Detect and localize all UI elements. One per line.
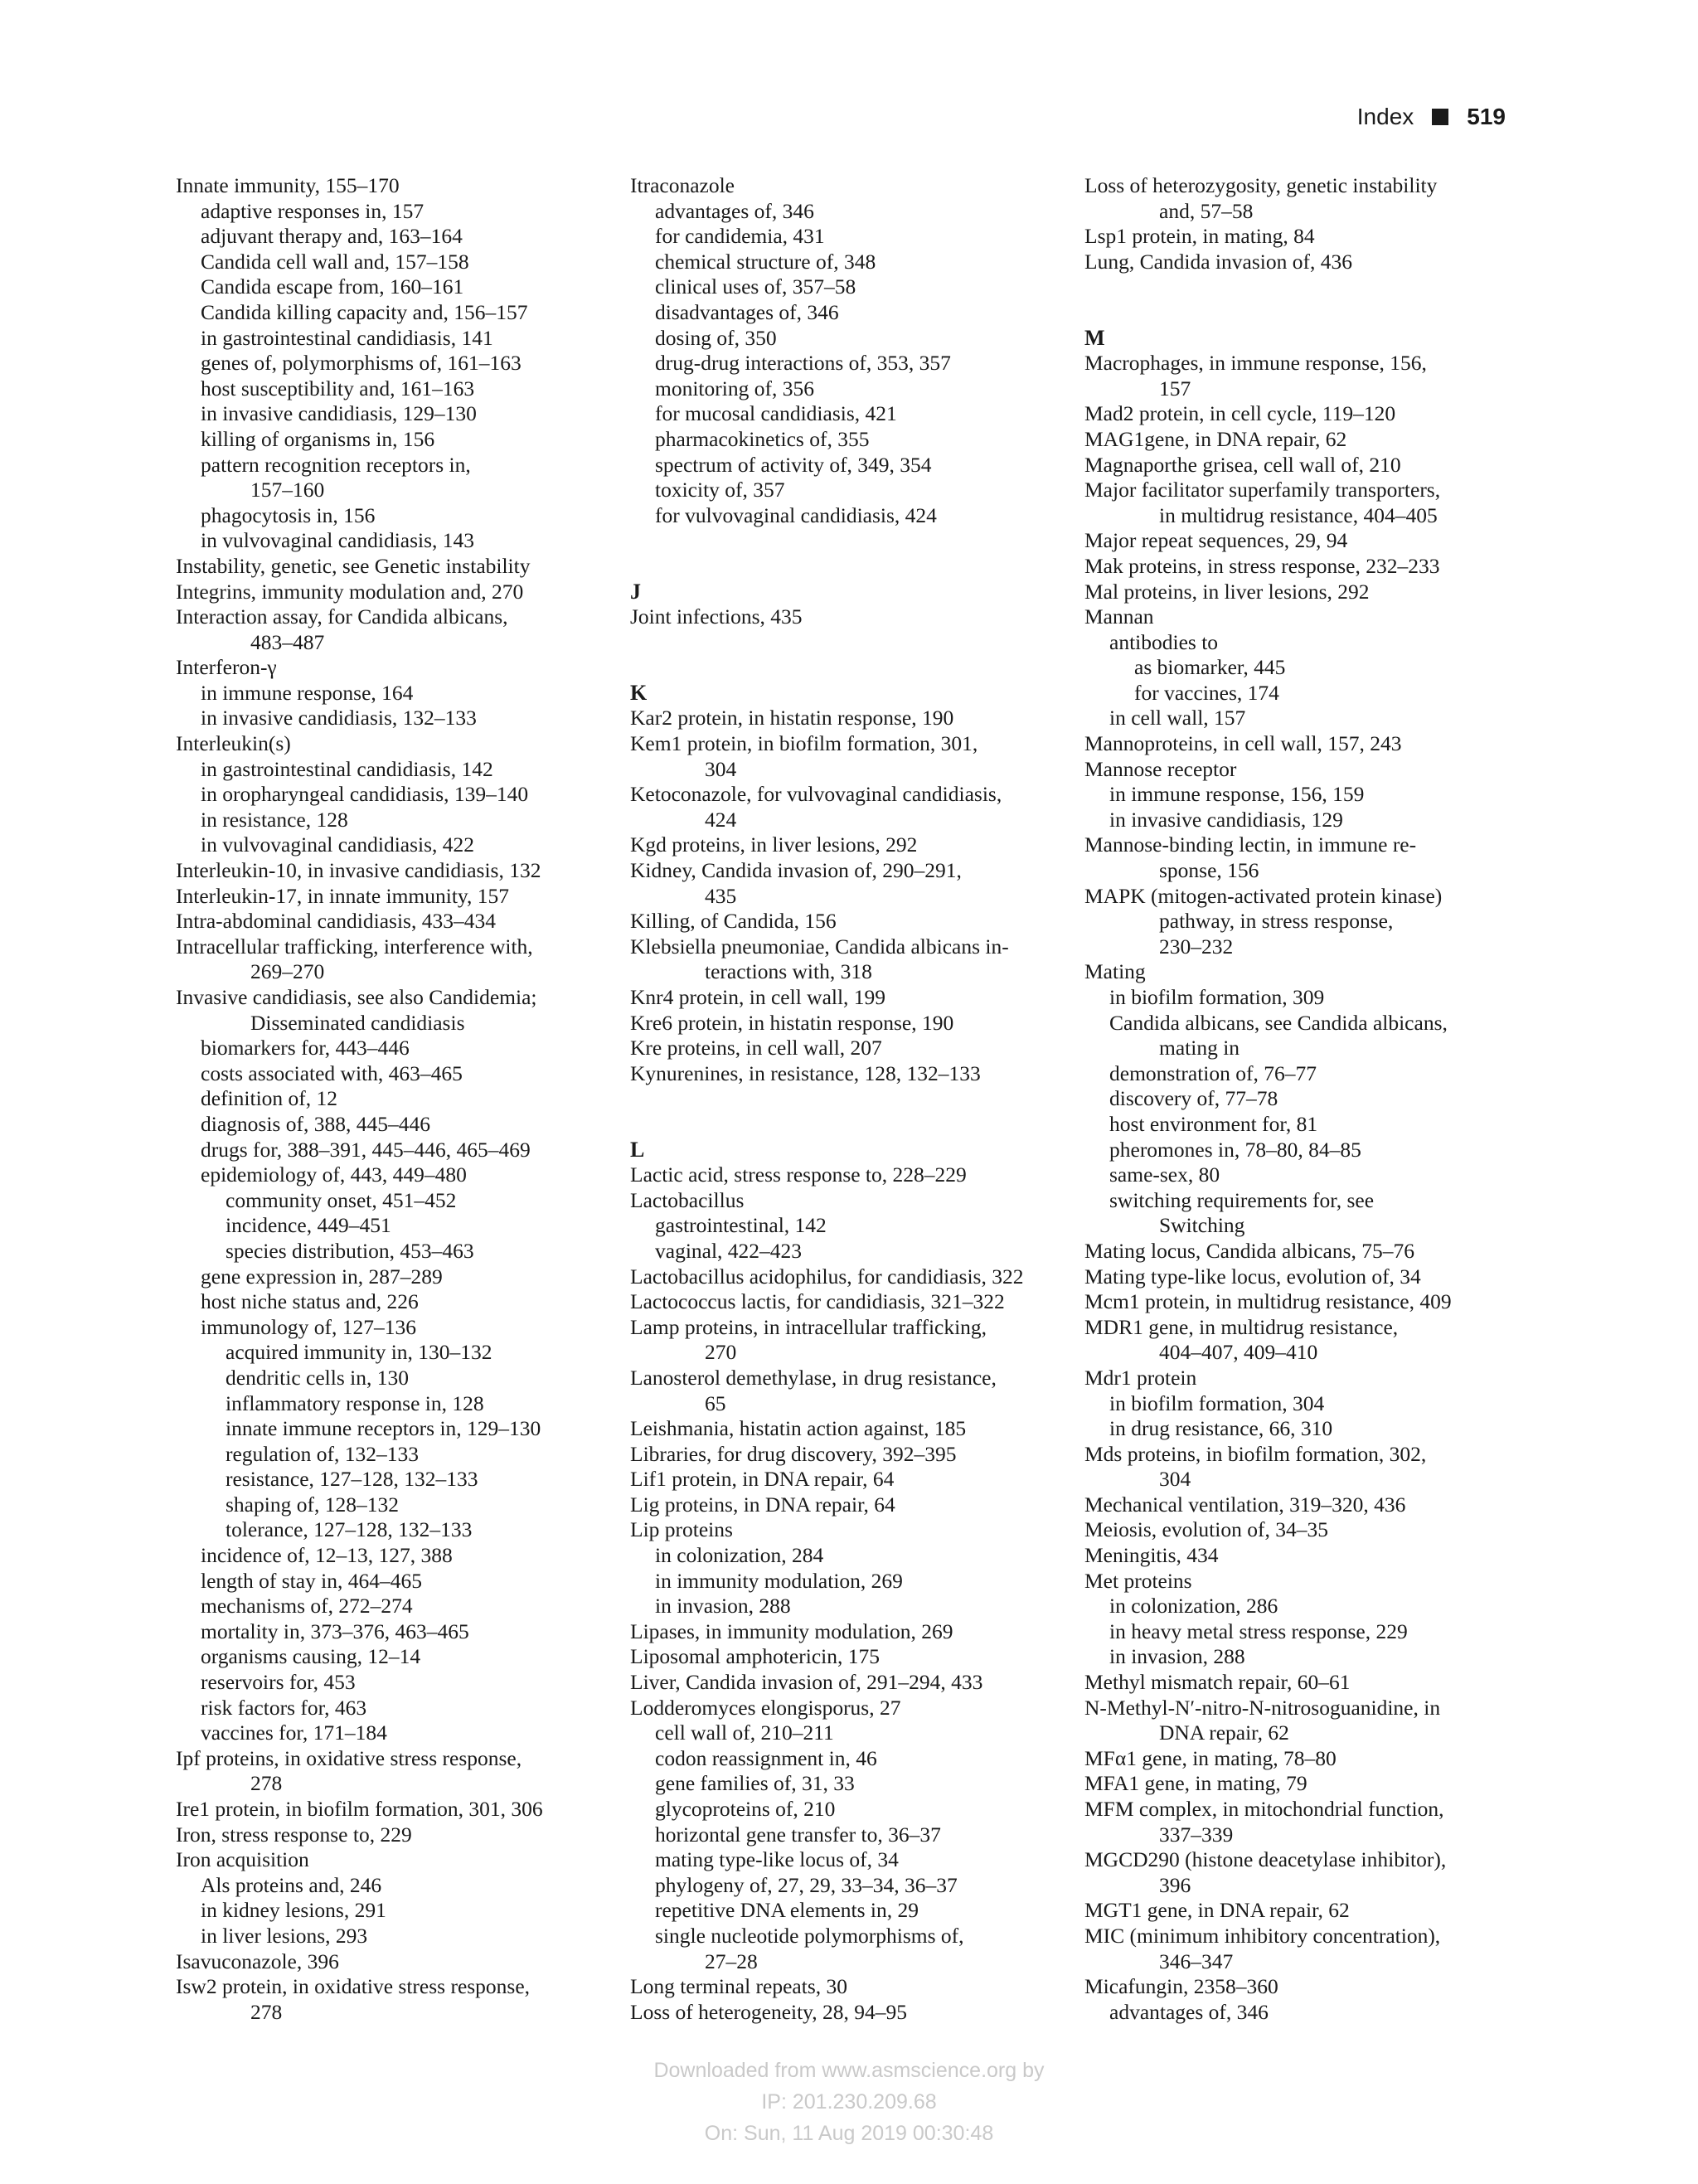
index-entry: Leishmania, histatin action against, 185 [630,1416,967,1441]
index-entry: shaping of, 128–132 [226,1492,399,1517]
index-entry: costs associated with, 463–465 [201,1060,463,1085]
index-letter-heading: K [630,680,648,705]
index-entry: Libraries, for drug discovery, 392–395 [630,1441,957,1466]
index-entry: Ketoconazole, for vulvovaginal candidiasis, [630,782,1002,807]
index-entry: Lactobacillus [630,1187,745,1212]
index-entry: Joint infections, 435 [630,604,803,629]
index-entry: cell wall of, 210–211 [655,1721,834,1745]
blank-line [630,554,1061,580]
index-entry: 337–339 [1159,1822,1234,1847]
index-entry: Interleukin(s) [176,731,291,756]
index-entry: in multidrug resistance, 404–405 [1159,502,1438,527]
index-entry: MIC (minimum inhibitory concentration), [1084,1923,1441,1948]
index-entry: adaptive responses in, 157 [201,198,424,223]
index-entry: antibodies to [1109,629,1219,654]
index-entry: MGT1 gene, in DNA repair, 62 [1084,1898,1350,1923]
index-entry: gene families of, 31, 33 [655,1771,855,1796]
index-entry: Micafungin, 2358–360 [1084,1974,1278,1999]
index-entry: for candidemia, 431 [655,224,825,249]
index-entry: Mannan [1084,604,1154,629]
index-entry: Intra-abdominal candidiasis, 433–434 [176,909,496,934]
index-entry: discovery of, 77–78 [1109,1086,1278,1111]
index-entry: Klebsiella pneumoniae, Candida albicans in- [630,934,1009,959]
index-entry: Mad2 protein, in cell cycle, 119–120 [1084,401,1396,426]
blank-line [630,655,1061,681]
index-entry: drug-drug interactions of, 353, 357 [655,351,951,376]
index-entry: reservoirs for, 453 [201,1670,356,1695]
index-entry: in oropharyngeal candidiasis, 139–140 [201,782,529,807]
index-entry: Mannose-binding lectin, in immune re- [1084,832,1417,857]
index-entry: same-sex, 80 [1109,1162,1220,1187]
index-entry: gene expression in, 287–289 [201,1264,443,1289]
index-entry: repetitive DNA elements in, 29 [655,1898,919,1923]
index-column-2 [630,173,1061,2025]
blank-line [1084,300,1516,326]
index-entry: Iron acquisition [176,1847,309,1872]
index-entry: for mucosal candidiasis, 421 [655,401,897,426]
index-entry: regulation of, 132–133 [226,1441,419,1466]
index-entry: risk factors for, 463 [201,1695,367,1720]
index-entry: 65 [705,1390,726,1415]
index-entry: Interaction assay, for Candida albicans, [176,604,508,629]
index-entry: Candida cell wall and, 157–158 [201,249,469,274]
index-entry: 483–487 [250,629,325,654]
index-entry: MFα1 gene, in mating, 78–80 [1084,1745,1337,1770]
index-entry: genes of, polymorphisms of, 161–163 [201,351,522,376]
index-entry: Macrophages, in immune response, 156, [1084,351,1427,376]
index-entry: monitoring of, 356 [655,376,814,400]
index-entry: Kynurenines, in resistance, 128, 132–133 [630,1060,981,1085]
index-entry: demonstration of, 76–77 [1109,1060,1317,1085]
index-entry: Intracellular trafficking, interference with, [176,934,533,959]
index-entry: immunology of, 127–136 [201,1314,416,1339]
index-entry: toxicity of, 357 [655,478,785,502]
index-entry: Knr4 protein, in cell wall, 199 [630,985,886,1009]
watermark-line: IP: 201.230.209.68 [761,2090,937,2114]
index-entry: organisms causing, 12–14 [201,1644,421,1669]
index-entry: mating in [1159,1036,1240,1060]
index-entry: in biofilm formation, 304 [1109,1390,1325,1415]
index-entry: single nucleotide polymorphisms of, [655,1923,964,1948]
index-entry: Lung, Candida invasion of, 436 [1084,249,1352,274]
index-entry: Integrins, immunity modulation and, 270 [176,579,524,604]
index-entry: Mechanical ventilation, 319–320, 436 [1084,1492,1406,1517]
index-entry: Long terminal repeats, 30 [630,1974,847,1999]
index-entry: Major facilitator superfamily transporters, [1084,478,1441,502]
index-entry: in invasion, 288 [655,1594,791,1619]
index-entry: vaginal, 422–423 [655,1238,803,1263]
index-entry: Instability, genetic, see Genetic instability [176,553,531,578]
index-entry: pathway, in stress response, [1159,909,1394,934]
index-entry: Lamp proteins, in intracellular trafficking, [630,1314,987,1339]
index-entry: Magnaporthe grisea, cell wall of, 210 [1084,452,1401,477]
index-entry: for vaccines, 174 [1134,680,1279,705]
index-entry: Lactic acid, stress response to, 228–229 [630,1162,967,1187]
index-entry: Interferon-γ [176,655,277,680]
index-entry: epidemiology of, 443, 449–480 [201,1162,467,1187]
index-entry: in immune response, 156, 159 [1109,782,1365,807]
index-entry: glycoproteins of, 210 [655,1797,836,1821]
index-entry: Kgd proteins, in liver lesions, 292 [630,832,918,857]
index-entry: MAPK (mitogen-activated protein kinase) [1084,883,1443,908]
index-entry: in colonization, 286 [1109,1594,1278,1619]
index-entry: Candida escape from, 160–161 [201,274,464,299]
index-entry: and, 57–58 [1159,198,1254,223]
index-entry: Loss of heterogeneity, 28, 94–95 [630,1999,908,2024]
index-entry: 157 [1159,376,1191,400]
index-entry: in liver lesions, 293 [201,1923,368,1948]
index-entry: Mating [1084,959,1146,984]
index-entry: Lsp1 protein, in mating, 84 [1084,224,1315,249]
index-letter-heading: M [1084,325,1105,350]
index-entry: in invasive candidiasis, 129 [1109,807,1343,832]
index-entry: disadvantages of, 346 [655,299,839,324]
index-entry: Liposomal amphotericin, 175 [630,1644,880,1669]
index-entry: in gastrointestinal candidiasis, 141 [201,325,493,350]
index-entry: DNA repair, 62 [1159,1721,1289,1745]
index-entry: MGCD290 (histone deacetylase inhibitor), [1084,1847,1447,1872]
index-entry: in immune response, 164 [201,680,414,705]
index-entry: Lif1 protein, in DNA repair, 64 [630,1467,895,1492]
index-entry: Mating type-like locus, evolution of, 34 [1084,1264,1421,1289]
index-entry: length of stay in, 464–465 [201,1568,423,1593]
index-entry: Ipf proteins, in oxidative stress response, [176,1745,522,1770]
index-entry: Isavuconazole, 396 [176,1949,339,1973]
index-entry: pattern recognition receptors in, [201,452,471,477]
index-entry: 435 [705,883,737,908]
index-entry: advantages of, 346 [1109,1999,1269,2024]
index-entry: Kem1 protein, in biofilm formation, 301, [630,731,978,756]
index-entry: 278 [250,1999,283,2024]
index-entry: 269–270 [250,959,325,984]
index-entry: 304 [705,756,737,781]
index-entry: as biomarker, 445 [1134,655,1286,680]
index-entry: phagocytosis in, 156 [201,502,376,527]
index-entry: Kre proteins, in cell wall, 207 [630,1036,882,1060]
index-entry: 346–347 [1159,1949,1234,1973]
index-entry: in cell wall, 157 [1109,706,1246,730]
index-entry: Lip proteins [630,1517,733,1542]
index-letter-heading: J [630,579,641,604]
index-entry: Methyl mismatch repair, 60–61 [1084,1670,1351,1695]
index-entry: host susceptibility and, 161–163 [201,376,475,400]
index-entry: horizontal gene transfer to, 36–37 [655,1822,941,1847]
index-entry: in kidney lesions, 291 [201,1898,386,1923]
index-entry: Mds proteins, in biofilm formation, 302, [1084,1441,1427,1466]
watermark-line: Downloaded from www.asmscience.org by [653,2059,1045,2082]
index-entry: Ire1 protein, in biofilm formation, 301, 306 [176,1797,543,1821]
index-column-3 [1084,173,1516,2025]
index-entry: Candida albicans, see Candida albicans, [1109,1010,1448,1035]
index-entry: 404–407, 409–410 [1159,1340,1318,1365]
index-entry: phylogeny of, 27, 29, 33–34, 36–37 [655,1872,958,1897]
page-number: 519 [1467,104,1506,129]
index-entry: Loss of heterozygosity, genetic instability [1084,173,1438,197]
index-entry: in colonization, 284 [655,1543,824,1568]
index-entry: host niche status and, 226 [201,1289,419,1314]
index-entry: Liver, Candida invasion of, 291–294, 433 [630,1670,983,1695]
index-entry: in vulvovaginal candidiasis, 143 [201,528,475,553]
index-entry: in heavy metal stress response, 229 [1109,1619,1408,1643]
index-entry: in vulvovaginal candidiasis, 422 [201,832,475,857]
index-entry: Mdr1 protein [1084,1365,1197,1390]
index-entry: vaccines for, 171–184 [201,1721,387,1745]
index-entry: resistance, 127–128, 132–133 [226,1467,478,1492]
blank-line [630,630,1061,656]
index-entry: in invasive candidiasis, 132–133 [201,706,477,730]
square-bullet-icon [1432,109,1448,125]
index-entry: Kar2 protein, in histatin response, 190 [630,706,954,730]
index-entry: killing of organisms in, 156 [201,426,435,451]
index-entry: 304 [1159,1467,1191,1492]
index-entry: Met proteins [1084,1568,1192,1593]
watermark-line: On: Sun, 11 Aug 2019 00:30:48 [704,2122,994,2145]
index-entry: dosing of, 350 [655,325,777,350]
index-entry: N-Methyl-N′-nitro-N-nitrosoguanidine, in [1084,1695,1441,1720]
index-entry: in invasion, 288 [1109,1644,1245,1669]
index-entry: Kidney, Candida invasion of, 290–291, [630,858,962,883]
index-entry: 424 [705,807,737,832]
index-entry: Mannose receptor [1084,756,1237,781]
blank-line [630,1086,1061,1112]
index-entry: pharmacokinetics of, 355 [655,426,870,451]
index-entry: MFA1 gene, in mating, 79 [1084,1771,1307,1796]
index-entry: mating type-like locus of, 34 [655,1847,899,1872]
index-letter-heading: L [630,1137,645,1162]
index-entry: teractions with, 318 [705,959,872,984]
index-entry: biomarkers for, 443–446 [201,1036,410,1060]
index-entry: 27–28 [705,1949,758,1973]
index-entry: 157–160 [250,478,325,502]
index-entry: tolerance, 127–128, 132–133 [226,1517,473,1542]
index-entry: pheromones in, 78–80, 84–85 [1109,1137,1361,1162]
index-entry: switching requirements for, see [1109,1187,1375,1212]
index-entry: spectrum of activity of, 349, 354 [655,452,932,477]
index-entry: Mcm1 protein, in multidrug resistance, 409 [1084,1289,1452,1314]
index-entry: Invasive candidiasis, see also Candidemia; [176,985,537,1009]
index-entry: Lig proteins, in DNA repair, 64 [630,1492,895,1517]
index-entry: incidence of, 12–13, 127, 388 [201,1543,453,1568]
section-title: Index [1356,104,1414,129]
index-entry: sponse, 156 [1159,858,1259,883]
index-entry: community onset, 451–452 [226,1187,457,1212]
index-column-1 [176,173,607,2025]
index-entry: adjuvant therapy and, 163–164 [201,224,463,249]
index-entry: for vulvovaginal candidiasis, 424 [655,502,937,527]
index-entry: in invasive candidiasis, 129–130 [201,401,477,426]
index-entry: Lactobacillus acidophilus, for candidiasis, 322 [630,1264,1024,1289]
index-entry: mechanisms of, 272–274 [201,1594,413,1619]
index-entry: Mal proteins, in liver lesions, 292 [1084,579,1370,604]
index-entry: Isw2 protein, in oxidative stress response, [176,1974,531,1999]
index-entry: Major repeat sequences, 29, 94 [1084,528,1348,553]
index-entry: Itraconazole [630,173,735,197]
index-entry: diagnosis of, 388, 445–446 [201,1111,430,1136]
blank-line [1084,274,1516,300]
index-entry: inflammatory response in, 128 [226,1390,484,1415]
index-entry: chemical structure of, 348 [655,249,876,274]
index-entry: definition of, 12 [201,1086,338,1111]
index-entry: 230–232 [1159,934,1234,959]
blank-line [630,1112,1061,1138]
blank-line [630,528,1061,554]
index-entry: Kre6 protein, in histatin response, 190 [630,1010,954,1035]
running-header [1357,104,1506,130]
index-entry: in immunity modulation, 269 [655,1568,903,1593]
index-entry: clinical uses of, 357–58 [655,274,856,299]
index-entry: MDR1 gene, in multidrug resistance, [1084,1314,1399,1339]
index-entry: host environment for, 81 [1109,1111,1318,1136]
index-entry: Interleukin-17, in innate immunity, 157 [176,883,510,908]
index-entry: Lodderomyces elongisporus, 27 [630,1695,901,1720]
index-entry: acquired immunity in, 130–132 [226,1340,492,1365]
index-entry: gastrointestinal, 142 [655,1213,827,1238]
index-entry: Meiosis, evolution of, 34–35 [1084,1517,1328,1542]
index-entry: Candida killing capacity and, 156–157 [201,299,528,324]
index-entry: MFM complex, in mitochondrial function, [1084,1797,1444,1821]
index-entry: incidence, 449–451 [226,1213,391,1238]
index-entry: Mak proteins, in stress response, 232–233 [1084,553,1440,578]
index-entry: MAG1gene, in DNA repair, 62 [1084,426,1347,451]
index-entry: codon reassignment in, 46 [655,1745,877,1770]
index-entry: 278 [250,1771,283,1796]
index-entry: 396 [1159,1872,1191,1897]
index-entry: Iron, stress response to, 229 [176,1822,412,1847]
index-entry: Interleukin-10, in invasive candidiasis, 132 [176,858,541,883]
index-entry: in gastrointestinal candidiasis, 142 [201,756,493,781]
index-entry: in resistance, 128 [201,807,348,832]
index-entry: in biofilm formation, 309 [1109,985,1325,1009]
index-entry: dendritic cells in, 130 [226,1365,409,1390]
index-entry: innate immune receptors in, 129–130 [226,1416,541,1441]
index-entry: Switching [1159,1213,1245,1238]
index-entry: mortality in, 373–376, 463–465 [201,1619,469,1643]
download-watermark [0,2055,1698,2149]
index-entry: in drug resistance, 66, 310 [1109,1416,1333,1441]
index-entry: Lipases, in immunity modulation, 269 [630,1619,953,1643]
index-entry: Innate immunity, 155–170 [176,173,400,197]
index-entry: Mating locus, Candida albicans, 75–76 [1084,1238,1415,1263]
index-entry: Killing, of Candida, 156 [630,909,837,934]
index-entry: drugs for, 388–391, 445–446, 465–469 [201,1137,531,1162]
index-entry: Lactococcus lactis, for candidiasis, 321–322 [630,1289,1005,1314]
index-entry: advantages of, 346 [655,198,814,223]
index-entry: Als proteins and, 246 [201,1872,382,1897]
index-entry: Meningitis, 434 [1084,1543,1219,1568]
index-entry: 270 [705,1340,737,1365]
index-entry: Disseminated candidiasis [250,1010,465,1035]
index-entry: Lanosterol demethylase, in drug resistance, [630,1365,997,1390]
index-entry: Mannoproteins, in cell wall, 157, 243 [1084,731,1402,756]
index-entry: species distribution, 453–463 [226,1238,474,1263]
